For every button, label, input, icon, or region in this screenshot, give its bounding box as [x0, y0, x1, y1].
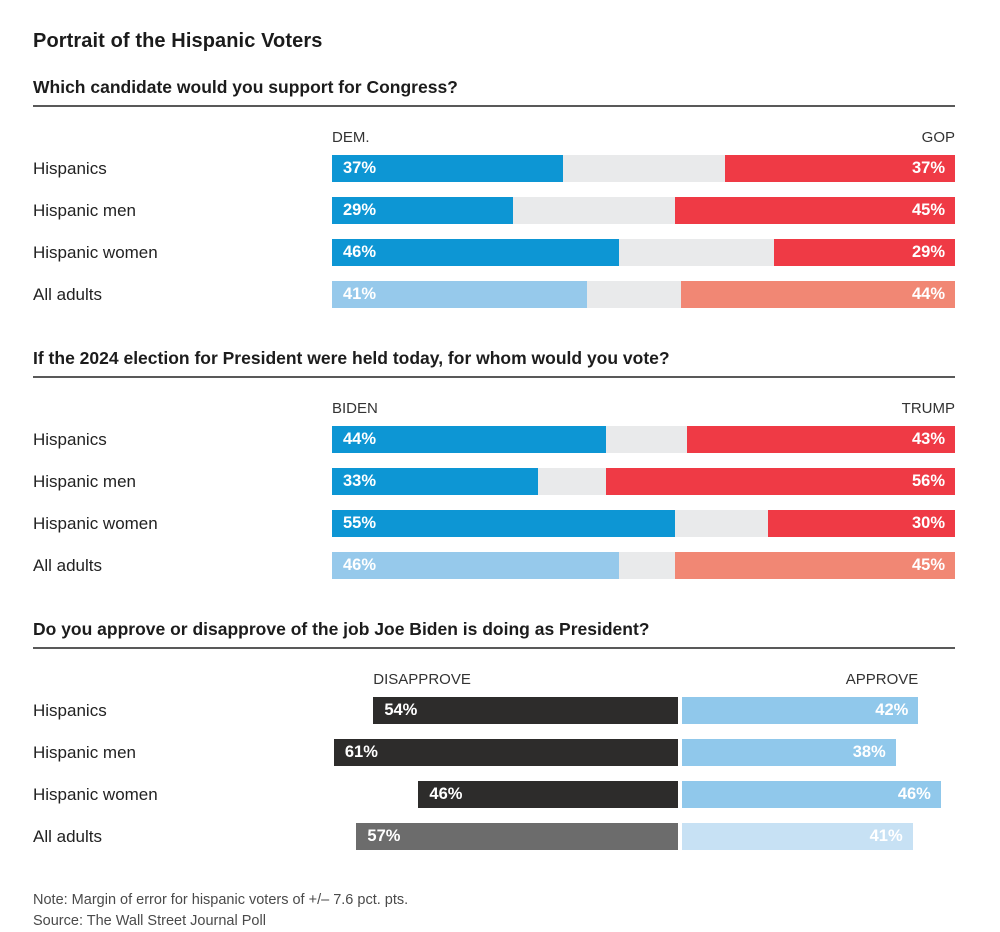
row-label: All adults	[33, 284, 102, 304]
bar-value-label: 37%	[911, 159, 945, 177]
bar-value-label: 46%	[343, 243, 377, 261]
approve-bar	[682, 697, 919, 724]
row-label: Hispanics	[33, 700, 107, 720]
disapprove-bar	[334, 739, 678, 766]
bar-track	[332, 281, 955, 308]
axis-labels-approval	[332, 671, 955, 688]
row-label: Hispanic men	[33, 471, 136, 491]
bar-track	[332, 239, 955, 266]
bar-value-label: 37%	[343, 159, 377, 177]
bar-value-label: 44%	[343, 430, 377, 448]
trump-bar	[675, 552, 955, 579]
axis-label-biden: BIDEN	[332, 400, 378, 417]
axis-label-approve: APPROVE	[845, 671, 919, 688]
row-label: Hispanic men	[33, 742, 136, 762]
bar-value-label: 54%	[384, 701, 418, 719]
bar-value-label: 38%	[852, 743, 886, 761]
bar-value-label: 44%	[911, 285, 945, 303]
chart-row	[33, 468, 955, 495]
chart-row	[33, 155, 955, 182]
dem-bar	[332, 155, 563, 182]
question-biden-approval: Do you approve or disapprove of the job Joe Biden is doing as President?	[33, 619, 955, 649]
section-president-2024	[33, 348, 955, 579]
gop-bar	[675, 197, 955, 224]
disapprove-bar	[356, 823, 677, 850]
chart-row	[33, 552, 955, 579]
bar-value-label: 45%	[911, 201, 945, 219]
axis-label-dem: DEM.	[332, 129, 370, 146]
bar-value-label: 57%	[367, 827, 401, 845]
row-label: All adults	[33, 826, 102, 846]
gop-bar	[774, 239, 955, 266]
chart-row	[33, 697, 955, 724]
row-label: Hispanic men	[33, 200, 136, 220]
gop-bar	[725, 155, 956, 182]
chart-row	[33, 281, 955, 308]
axis-labels-president	[332, 400, 955, 417]
row-label: Hispanic women	[33, 784, 158, 804]
bar-value-label: 46%	[897, 785, 931, 803]
bar-track	[332, 697, 955, 724]
bar-value-label: 29%	[343, 201, 377, 219]
bar-value-label: 41%	[869, 827, 903, 845]
row-label: Hispanics	[33, 429, 107, 449]
biden-bar	[332, 552, 619, 579]
axis-labels-congress	[332, 129, 955, 146]
bar-track	[332, 197, 955, 224]
bar-value-label: 46%	[429, 785, 463, 803]
bar-value-label: 30%	[911, 514, 945, 532]
chart-row	[33, 197, 955, 224]
row-label: Hispanics	[33, 158, 107, 178]
section-biden-approval	[33, 619, 955, 850]
trump-bar	[687, 426, 955, 453]
footnotes	[33, 890, 955, 932]
bar-value-label: 43%	[911, 430, 945, 448]
bar-value-label: 46%	[343, 556, 377, 574]
chart-row	[33, 823, 955, 850]
axis-label-trump: TRUMP	[901, 400, 955, 417]
bar-track	[332, 781, 955, 808]
dem-bar	[332, 239, 619, 266]
bars-approval	[33, 697, 955, 850]
approve-bar	[682, 739, 896, 766]
bar-value-label: 33%	[343, 472, 377, 490]
bar-value-label: 55%	[343, 514, 377, 532]
bar-track	[332, 468, 955, 495]
chart-row	[33, 426, 955, 453]
bar-value-label: 61%	[344, 743, 378, 761]
trump-bar	[606, 468, 955, 495]
bar-value-label: 29%	[911, 243, 945, 261]
gop-bar	[681, 281, 955, 308]
disapprove-bar	[373, 697, 677, 724]
bar-value-label: 56%	[911, 472, 945, 490]
chart-row	[33, 739, 955, 766]
bar-track	[332, 739, 955, 766]
bar-value-label: 42%	[875, 701, 909, 719]
trump-bar	[768, 510, 955, 537]
bar-track	[332, 823, 955, 850]
section-congress	[33, 77, 955, 308]
bars-congress	[33, 155, 955, 308]
bars-president	[33, 426, 955, 579]
disapprove-bar	[418, 781, 677, 808]
biden-bar	[332, 468, 538, 495]
axis-label-gop: GOP	[921, 129, 955, 146]
chart-row	[33, 239, 955, 266]
bar-track	[332, 552, 955, 579]
row-label: Hispanic women	[33, 242, 158, 262]
source-text: Source: The Wall Street Journal Poll	[33, 913, 266, 930]
question-president-2024: If the 2024 election for President were held today, for whom would you vote?	[33, 348, 955, 378]
biden-bar	[332, 426, 606, 453]
bar-track	[332, 155, 955, 182]
bar-track	[332, 510, 955, 537]
row-label: Hispanic women	[33, 513, 158, 533]
approve-bar	[682, 823, 913, 850]
question-congress: Which candidate would you support for Congress?	[33, 77, 955, 107]
axis-label-disapprove: DISAPPROVE	[373, 671, 471, 688]
approve-bar	[682, 781, 941, 808]
dem-bar	[332, 197, 513, 224]
chart-row	[33, 781, 955, 808]
bar-value-label: 41%	[343, 285, 377, 303]
dem-bar	[332, 281, 587, 308]
chart-row	[33, 510, 955, 537]
row-label: All adults	[33, 555, 102, 575]
chart-title: Portrait of the Hispanic Voters	[33, 30, 323, 52]
chart-container	[33, 0, 955, 932]
biden-bar	[332, 510, 675, 537]
bar-track	[332, 426, 955, 453]
note-text: Note: Margin of error for hispanic voters of +/– 7.6 pct. pts.	[33, 892, 409, 908]
bar-value-label: 45%	[911, 556, 945, 574]
